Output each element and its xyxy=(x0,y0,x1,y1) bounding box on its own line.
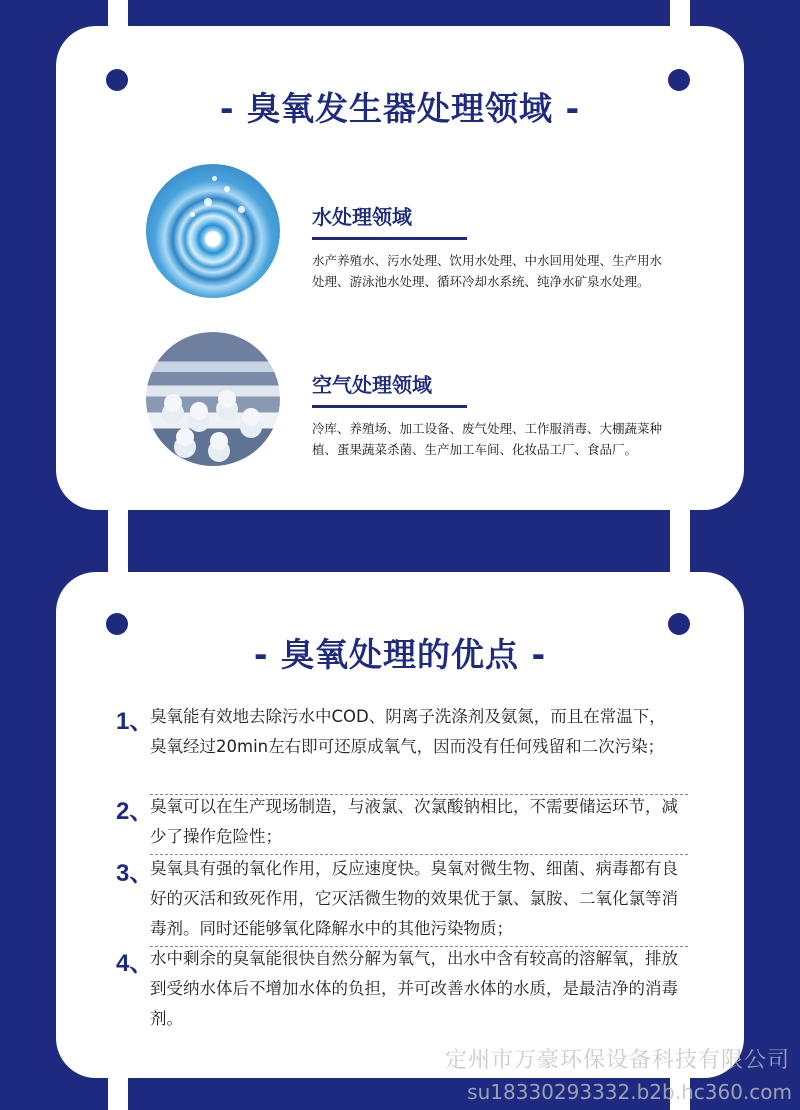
water-splash-image xyxy=(146,164,280,298)
water-domain-heading: 水处理领域 xyxy=(312,205,412,229)
air-domain-text: 冷库、养殖场、加工设备、废气处理、工作服消毒、大棚蔬菜种植、蛋果蔬菜杀菌、生产加工车间、化妆品工厂、食品厂。 xyxy=(312,421,663,457)
site-watermark: su18330293332.b2b.hc360.com xyxy=(467,1080,792,1104)
advantage-number: 1、 xyxy=(116,708,154,735)
factory-workshop-image xyxy=(146,332,280,466)
advantages-title: - 臭氧处理的优点 - xyxy=(253,635,547,674)
treatment-domains-card xyxy=(56,26,744,510)
advantage-item xyxy=(116,792,682,854)
advantage-number: 4、 xyxy=(116,950,154,977)
advantage-item xyxy=(116,854,682,944)
domains-title: - 臭氧发生器处理领域 - xyxy=(219,89,581,128)
advantage-text: 臭氧可以在生产现场制造，与液氯、次氯酸钠相比，不需要储运环节，减少了操作危险性； xyxy=(150,797,678,846)
company-watermark: 定州市万豪环保设备科技有限公司 xyxy=(444,1048,790,1073)
water-domain-text: 水产养殖水、污水处理、饮用水处理、中水回用处理、生产用水处理、游泳池水处理、循环冷却水系统、纯净水矿泉水处理。 xyxy=(312,253,663,289)
advantage-number: 3、 xyxy=(116,860,154,887)
air-heading-underline xyxy=(312,405,467,408)
advantage-number: 2、 xyxy=(116,798,154,825)
air-domain-section xyxy=(146,332,706,472)
advantage-item xyxy=(116,702,682,792)
air-domain-heading: 空气处理领域 xyxy=(312,373,432,397)
water-domain-section xyxy=(146,164,706,304)
advantage-text: 臭氧能有效地去除污水中COD、阴离子洗涤剂及氨氮，而且在常温下，臭氧经过20min左右即可还原成氧气，因而没有任何残留和二次污染； xyxy=(150,707,666,756)
water-heading-underline xyxy=(312,237,467,240)
advantage-item xyxy=(116,944,682,1034)
advantage-text: 臭氧具有强的氧化作用，反应速度快。臭氧对微生物、细菌、病毒都有良好的灭活和致死作用，它灭活微生物的效果优于氯、氯胺、二氧化氯等消毒剂。同时还能够氧化降解水中的其他污染物质； xyxy=(150,859,678,938)
advantage-text: 水中剩余的臭氧能很快自然分解为氧气，出水中含有较高的溶解氧，排放到受纳水体后不增加水体的负担，并可改善水体的水质，是最洁净的消毒剂。 xyxy=(150,949,678,1028)
ozone-advantages-card xyxy=(56,572,744,1078)
